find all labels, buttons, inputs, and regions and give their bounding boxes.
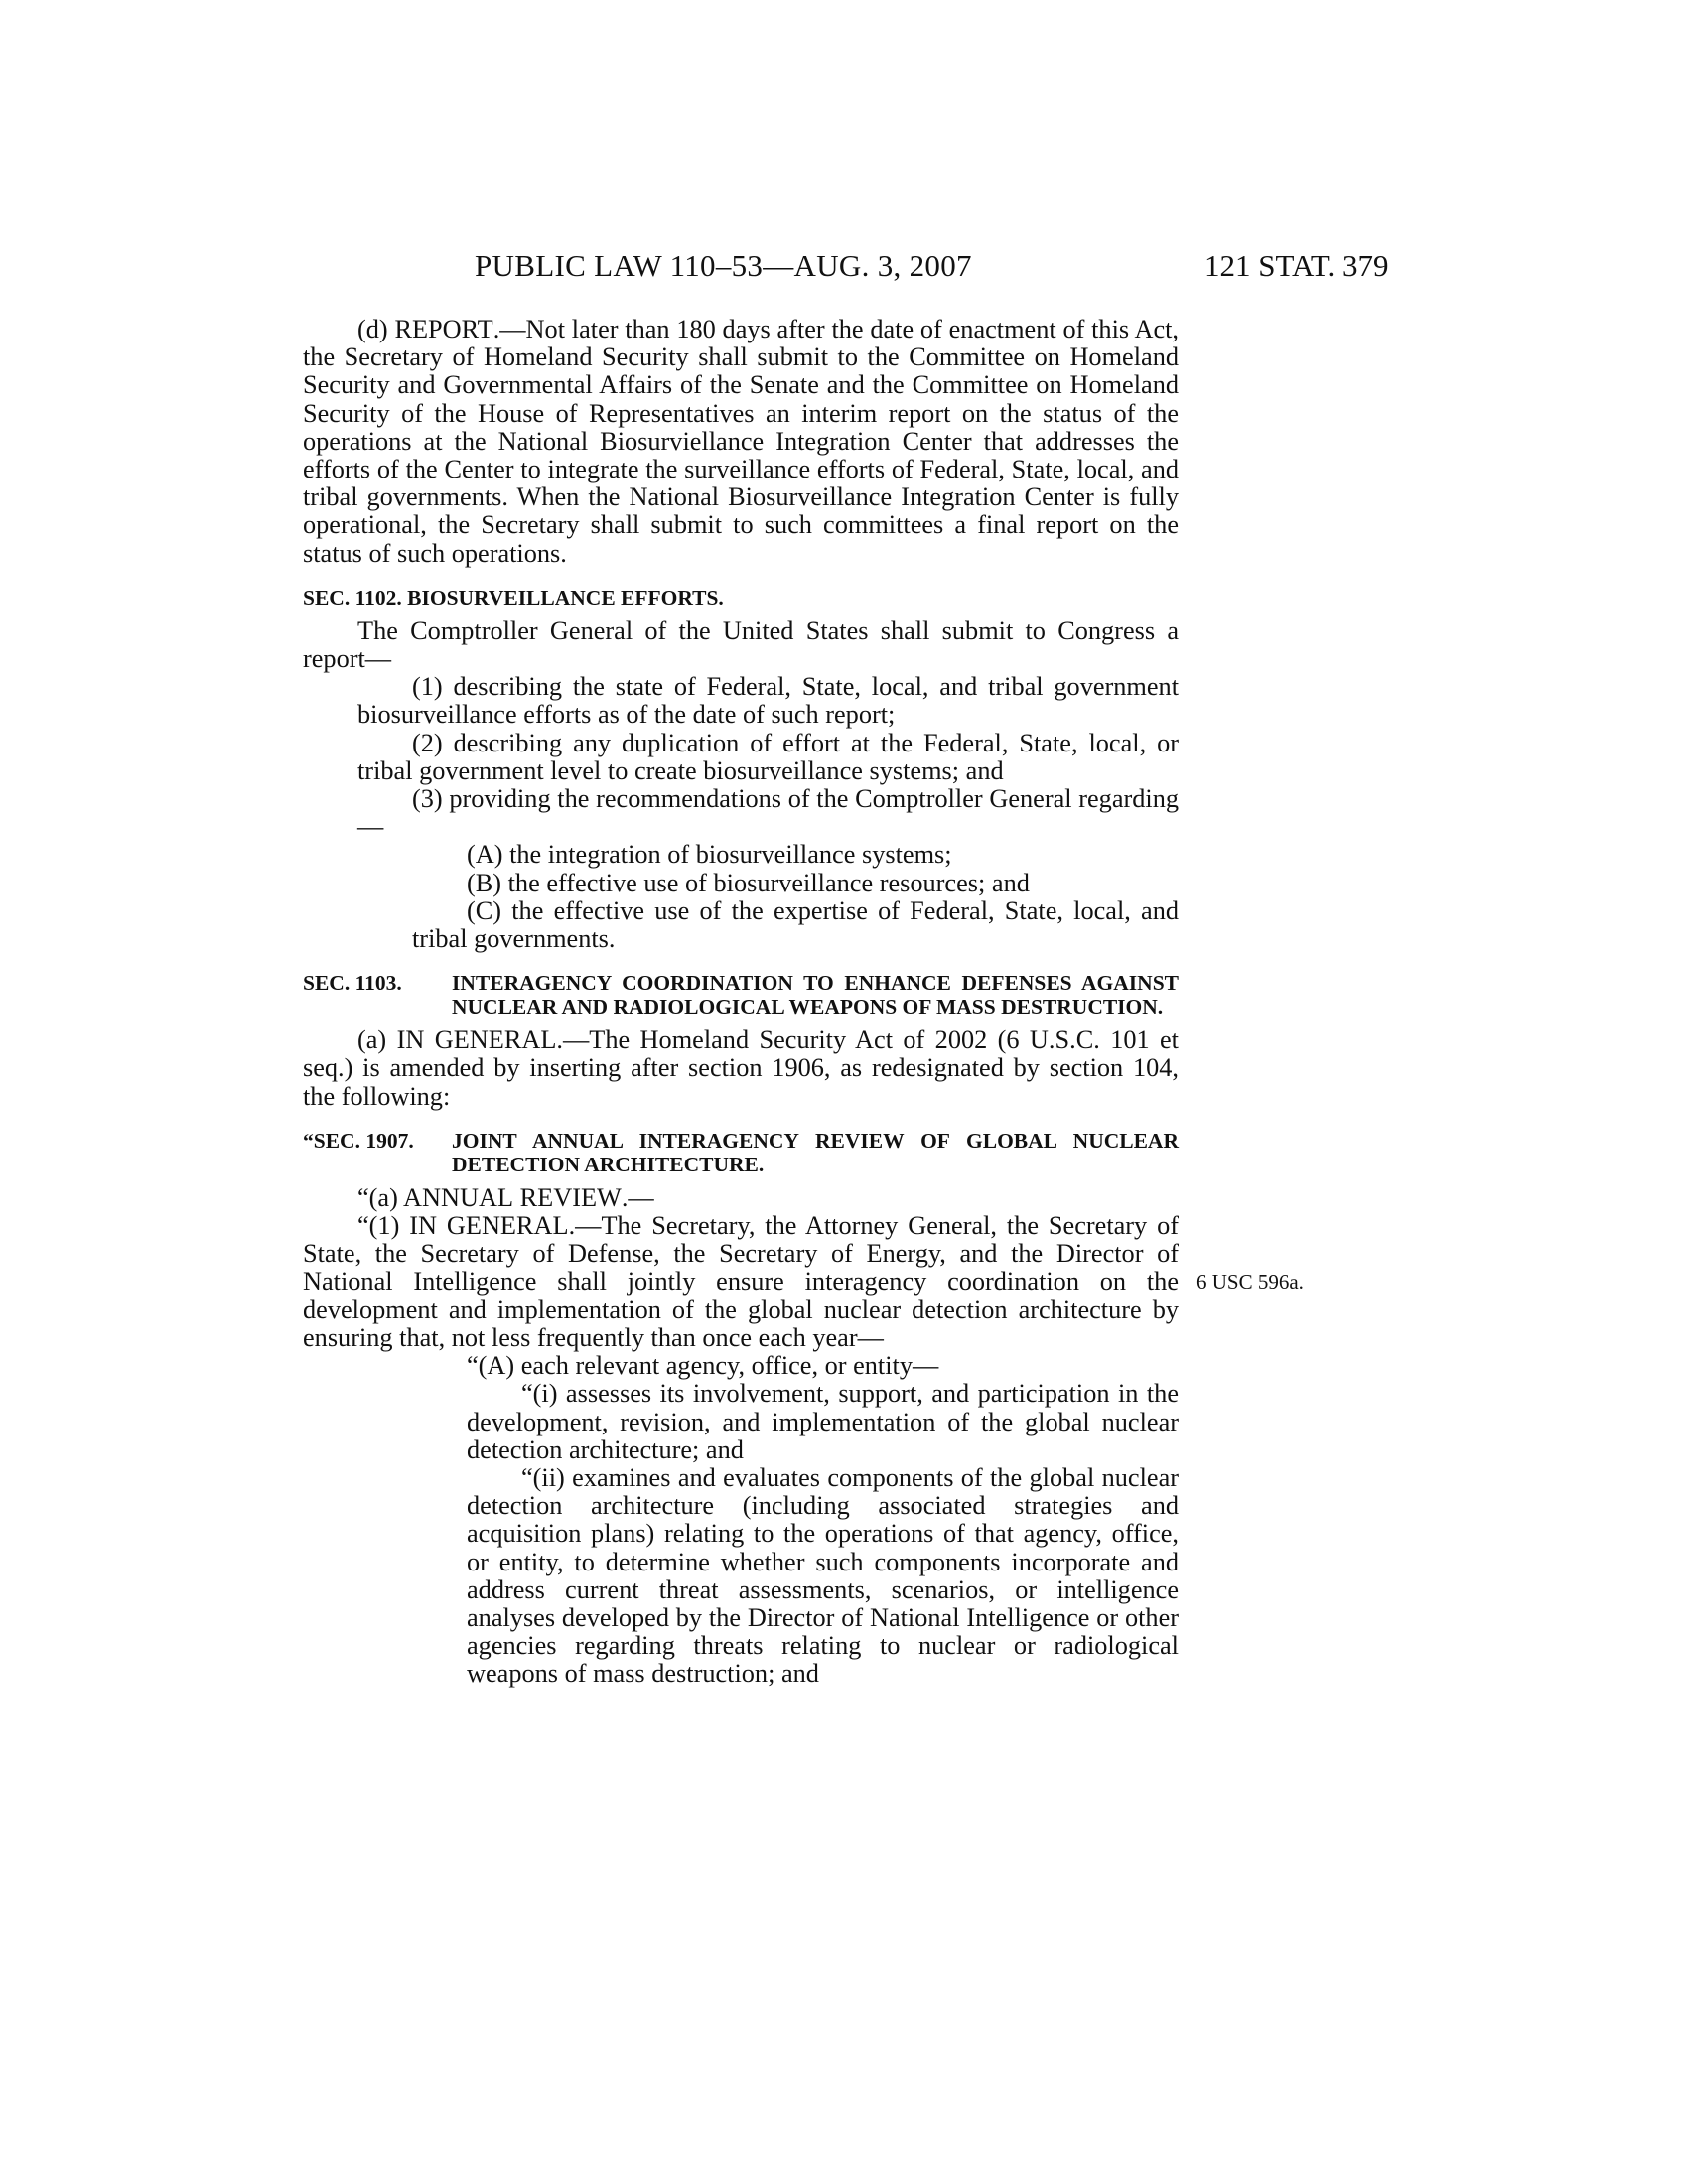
- margin-citation: 6 USC 596a.: [1196, 1270, 1304, 1294]
- item-3: (3) providing the recommendations of the Comptroller General regarding—: [357, 784, 1179, 842]
- item-b: (B) the effective use of biosurveillance resources; and: [467, 868, 1030, 897]
- item-a: (A) the integration of biosurveillance systems;: [467, 840, 952, 870]
- annual-review-label-sc2: EVIEW: [537, 1182, 622, 1212]
- item-2: (2) describing any duplication of effort at the Federal, State, local, or tribal government level to create biosurveillance systems; and: [357, 728, 1179, 785]
- item-c: (C) the effective use of the expertise of Federal, State, local, and tribal governments.: [412, 895, 1179, 954]
- in-general-label-sc2: GENERAL: [434, 1025, 557, 1055]
- annual-review-label: “(a) A: [357, 1182, 422, 1212]
- section-1907-heading: [303, 1129, 1179, 1176]
- section-1907-number: “SEC. 1907.: [303, 1128, 414, 1153]
- report-text: .—Not later than 180 days after the date of enactment of this Act, the Secretary of Homeland Security shall submit to the Committee on Homeland Security and Governmental Affairs of the Senate and the Committee on Homeland Security of the House of Representatives an interim report on the status of the operations at the National Biosurviellance Integration Center that addresses the efforts of the Center to integrate the surveillance efforts of Federal, State, local, and tribal governments. When the National Biosurveillance Integration Center is fully operational, the Secretary shall submit to such committees a final report on the status of such operations.: [303, 315, 1179, 568]
- in-general-paragraph: [303, 1026, 1179, 1111]
- section-1103-title: INTERAGENCY COORDINATION TO ENHANCE DEFENSES AGAINST NUCLEAR AND RADIOLOGICAL WEAPONS OF MASS DESTRUCTION.: [452, 971, 1179, 1020]
- section-1102-intro: The Comptroller General of the United States shall submit to Congress a report—: [303, 615, 1179, 674]
- annual-review-paragraph: [303, 1184, 1179, 1212]
- running-header-stat: 121 STAT. 379: [1204, 248, 1389, 283]
- in-general-1-paragraph: [248, 1212, 1179, 1352]
- report-label-sc: EPORT: [411, 315, 493, 343]
- sub-a: “(A) each relevant agency, office, or entity—: [467, 1351, 939, 1381]
- section-1102-heading: SEC. 1102. BIOSURVEILLANCE EFFORTS.: [303, 585, 724, 610]
- sub-i: “(i) assesses its involvement, support, and participation in the development, revision, and implementation of the global nuclear detection architecture; and: [467, 1379, 1179, 1464]
- annual-review-label-sc: NNUAL: [421, 1182, 514, 1212]
- annual-review-label-2: R: [519, 1182, 538, 1212]
- document-body: [303, 316, 1179, 1689]
- in-general-text: .—The Homeland Security Act of 2002 (6 U.S.C. 101 et seq.) is amended by inserting after section 1906, as redesignated by section 104, the following:: [303, 1025, 1179, 1111]
- report-paragraph: [303, 316, 1179, 568]
- sub-ii: “(ii) examines and evaluates components of the global nuclear detection architecture (including associated strategies and acquisition plans) relating to the operations of that agency, office, or entity, to determine whether such components incorporate and address current threat assessments, scenarios, or intelligence analyses developed by the Director of National Intelligence or other agencies regarding threats relating to nuclear or radiological weapons of mass destruction; and: [467, 1462, 1179, 1689]
- in-general-label: (a) I: [357, 1025, 406, 1055]
- in-general-1-label-sc2: GENERAL: [446, 1211, 569, 1241]
- report-label: (d) R: [357, 315, 412, 343]
- in-general-1-label: “(1) I: [357, 1211, 418, 1241]
- in-general-label-sc: N: [405, 1025, 425, 1055]
- in-general-1-text: .—The Secretary, the Attorney General, the Secretary of State, the Secretary of Defense, the Secretary of Energy, and the Director of National Intelligence shall jointly ensure interagency coordination on the development and implementation of the global nuclear detection architecture by ensuring that, not less frequently than once each year—: [303, 1211, 1179, 1352]
- item-1: (1) describing the state of Federal, State, local, and tribal government biosurveillance efforts as of the date of such report;: [357, 672, 1179, 730]
- section-1907-title: JOINT ANNUAL INTERAGENCY REVIEW OF GLOBAL NUCLEAR DETECTION ARCHITECTURE.: [452, 1128, 1179, 1176]
- in-general-1-label-sc: N: [417, 1211, 437, 1241]
- annual-review-text: .—: [621, 1182, 654, 1212]
- section-1103-heading: [303, 971, 1179, 1019]
- running-header-title: PUBLIC LAW 110–53—AUG. 3, 2007: [475, 248, 972, 283]
- section-1103-number: SEC. 1103.: [303, 971, 402, 996]
